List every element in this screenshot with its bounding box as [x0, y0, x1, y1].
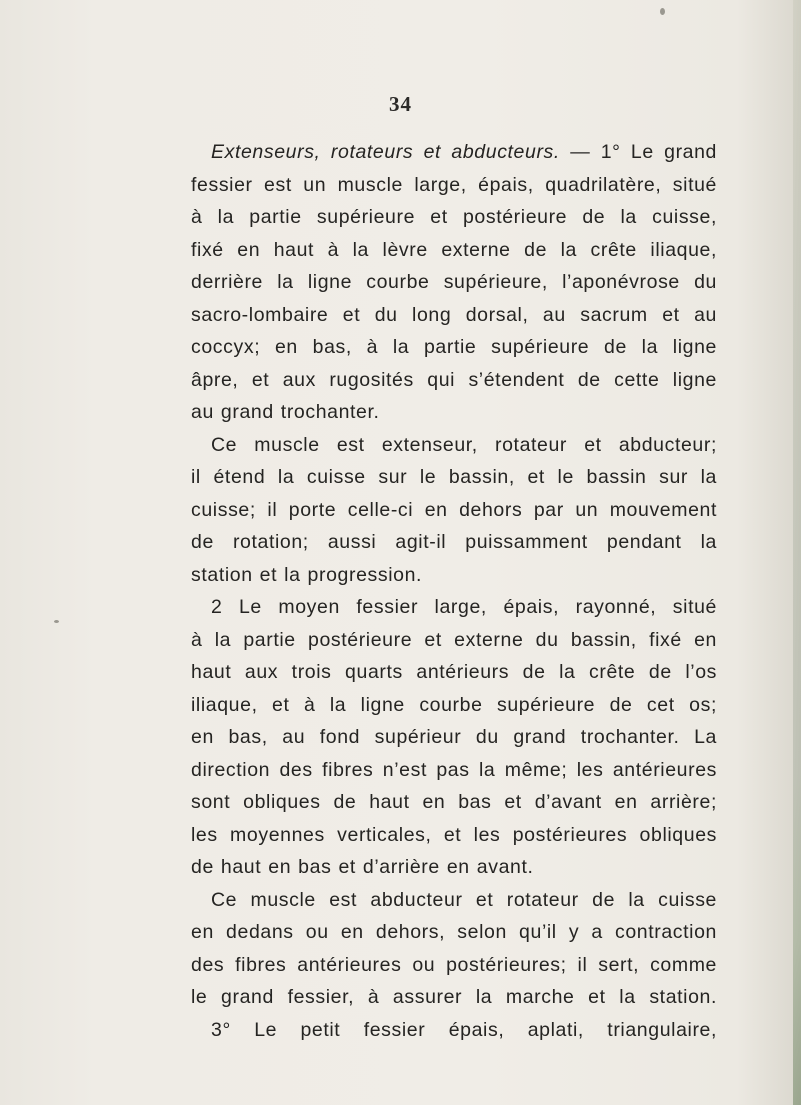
text-line: [191, 1014, 717, 1047]
line-text: station et la progression.: [191, 563, 423, 586]
text-line: [191, 299, 717, 332]
line-text: des fibres antérieures ou postérieures; il sert, comme: [191, 953, 717, 976]
page-edge-shadow: [793, 0, 801, 1105]
line-text: de haut en bas et d’arrière en avant.: [191, 856, 534, 878]
section-heading: Extenseurs, rotateurs et abducteurs.: [211, 141, 560, 163]
text-line: [191, 526, 717, 559]
line-text: fessier est un muscle large, épais, quadrilatère, situé: [191, 173, 717, 196]
line-text: iliaque, et à la ligne courbe supérieure de cet os;: [191, 693, 717, 716]
line-text: le grand fessier, à assurer la marche et la station.: [191, 986, 717, 1008]
line-text: Ce muscle est extenseur, rotateur et abducteur;: [211, 433, 717, 456]
text-line: [191, 819, 717, 852]
text-line: [191, 136, 717, 169]
text-line: [191, 169, 717, 202]
text-line: [191, 429, 717, 462]
text-line: [191, 851, 717, 884]
line-text: cuisse; il porte celle-ci en dehors par un mouvement: [191, 498, 717, 521]
text-line: [191, 331, 717, 364]
text-line: [191, 396, 717, 429]
text-line: [191, 721, 717, 754]
text-line: [191, 559, 717, 592]
text-line: [191, 266, 717, 299]
text-line: [191, 234, 717, 267]
line-text: 2 Le moyen fessier large, épais, rayonné, situé: [211, 596, 717, 618]
text-line: [191, 916, 717, 949]
line-text: — 1° Le grand: [559, 141, 718, 163]
text-line: [191, 364, 717, 397]
text-line: [191, 624, 717, 657]
line-text: de rotation; aussi agit-il puissamment pendant la: [191, 531, 717, 553]
text-line: [191, 689, 717, 722]
text-line: [191, 656, 717, 689]
line-text: 3° Le petit fessier épais, aplati, triangulaire,: [211, 1018, 717, 1041]
line-text: âpre, et aux rugosités qui s’étendent de cette ligne: [191, 368, 717, 391]
line-text: les moyennes verticales, et les postérieures obliques: [191, 823, 717, 846]
line-text: haut aux trois quarts antérieurs de la crête de l’os: [191, 661, 717, 683]
text-line: [191, 494, 717, 527]
line-text: au grand trochanter.: [191, 401, 380, 423]
text-line: [191, 461, 717, 494]
text-line: [191, 201, 717, 234]
line-text: à la partie supérieure et postérieure de la cuisse,: [191, 206, 717, 228]
text-line: [191, 884, 717, 917]
line-text: direction des fibres n’est pas la même; les antérieures: [191, 758, 717, 781]
page-number: 34: [389, 92, 412, 116]
line-text: il étend la cuisse sur le bassin, et le bassin sur la: [191, 466, 717, 488]
text-line: [191, 981, 717, 1014]
line-text: derrière la ligne courbe supérieure, l’aponévrose du: [191, 271, 717, 293]
line-text: en bas, au fond supérieur du grand trochanter. La: [191, 726, 717, 748]
body-text: [191, 136, 717, 1046]
line-text: fixé en haut à la lèvre externe de la crête iliaque,: [191, 238, 717, 261]
text-line: [191, 591, 717, 624]
paper-speck: [660, 8, 665, 15]
line-text: sont obliques de haut en bas et d’avant en arrière;: [191, 791, 717, 813]
text-line: [191, 786, 717, 819]
line-text: coccyx; en bas, à la partie supérieure de la ligne: [191, 336, 717, 358]
text-line: [191, 754, 717, 787]
line-text: en dedans ou en dehors, selon qu’il y a contraction: [191, 921, 717, 943]
line-text: à la partie postérieure et externe du bassin, fixé en: [191, 628, 717, 651]
text-line: [191, 949, 717, 982]
line-text: Ce muscle est abducteur et rotateur de la cuisse: [211, 888, 717, 911]
paper-speck: [54, 620, 59, 623]
line-text: sacro-lombaire et du long dorsal, au sacrum et au: [191, 303, 717, 326]
